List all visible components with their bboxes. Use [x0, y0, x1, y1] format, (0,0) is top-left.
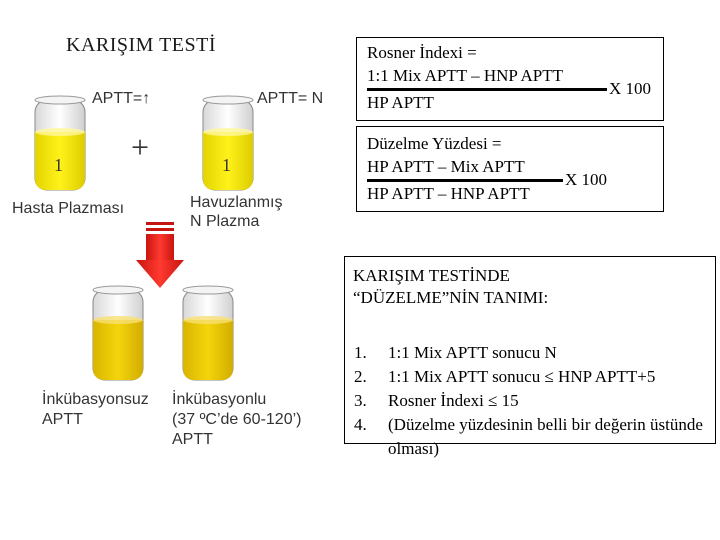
correction-definition-box — [344, 256, 716, 458]
up-arrow-icon: ↑ — [142, 90, 151, 107]
correction-numerator: HP APTT – Mix APTT — [367, 157, 525, 176]
correction-percentage-box — [356, 126, 664, 212]
down-arrow-icon — [136, 222, 184, 288]
definition-list — [354, 341, 709, 461]
correction-multiplier: X 100 — [565, 170, 608, 189]
rosner-fraction-bar — [367, 88, 607, 91]
correction-denominator: HP APTT – HNP APTT — [367, 184, 530, 203]
rosner-index-box — [356, 37, 664, 121]
tube2-value: 1 — [222, 155, 231, 175]
mixing-test-diagram — [0, 0, 340, 540]
rosner-numerator: 1:1 Mix APTT – HNP APTT — [367, 66, 564, 85]
tube2-aptt-label: APTT= N — [257, 90, 324, 107]
list-item: 4. (Düzelme yüzdesinin belli bir değerin üstünde olması) — [354, 415, 703, 458]
rosner-heading: Rosner İndexi = — [367, 43, 477, 62]
incubated-label: İnkübasyonlu (37 ºC’de 60-120’) APTT — [172, 391, 302, 448]
rosner-denominator: HP APTT — [367, 93, 434, 112]
correction-fraction-bar — [367, 179, 563, 182]
pooled-plasma-label: Havuzlanmış N Plazma — [190, 194, 283, 230]
list-item: 1. 1:1 Mix APTT sonucu N — [354, 343, 557, 362]
tube1-value: 1 — [54, 155, 63, 175]
tube1-aptt-label: APTT=↑ — [92, 90, 151, 107]
list-item: 3. Rosner İndexi ≤ 15 — [354, 391, 519, 410]
tube-mix-no-incubation — [93, 286, 143, 380]
definition-heading: KARIŞIM TESTİNDE “DÜZELME”NİN TANIMI: — [353, 266, 549, 307]
page-title: KARIŞIM TESTİ — [66, 34, 217, 56]
plus-sign: + — [130, 129, 150, 165]
list-item: 2. 1:1 Mix APTT sonucu ≤ HNP APTT+5 — [354, 367, 656, 386]
rosner-multiplier: X 100 — [609, 79, 652, 98]
tube-mix-incubated — [183, 286, 233, 380]
patient-plasma-label: Hasta Plazması — [12, 200, 125, 217]
correction-heading: Düzelme Yüzdesi = — [367, 134, 502, 153]
no-incubation-label: İnkübasyonsuz APTT — [42, 391, 149, 428]
